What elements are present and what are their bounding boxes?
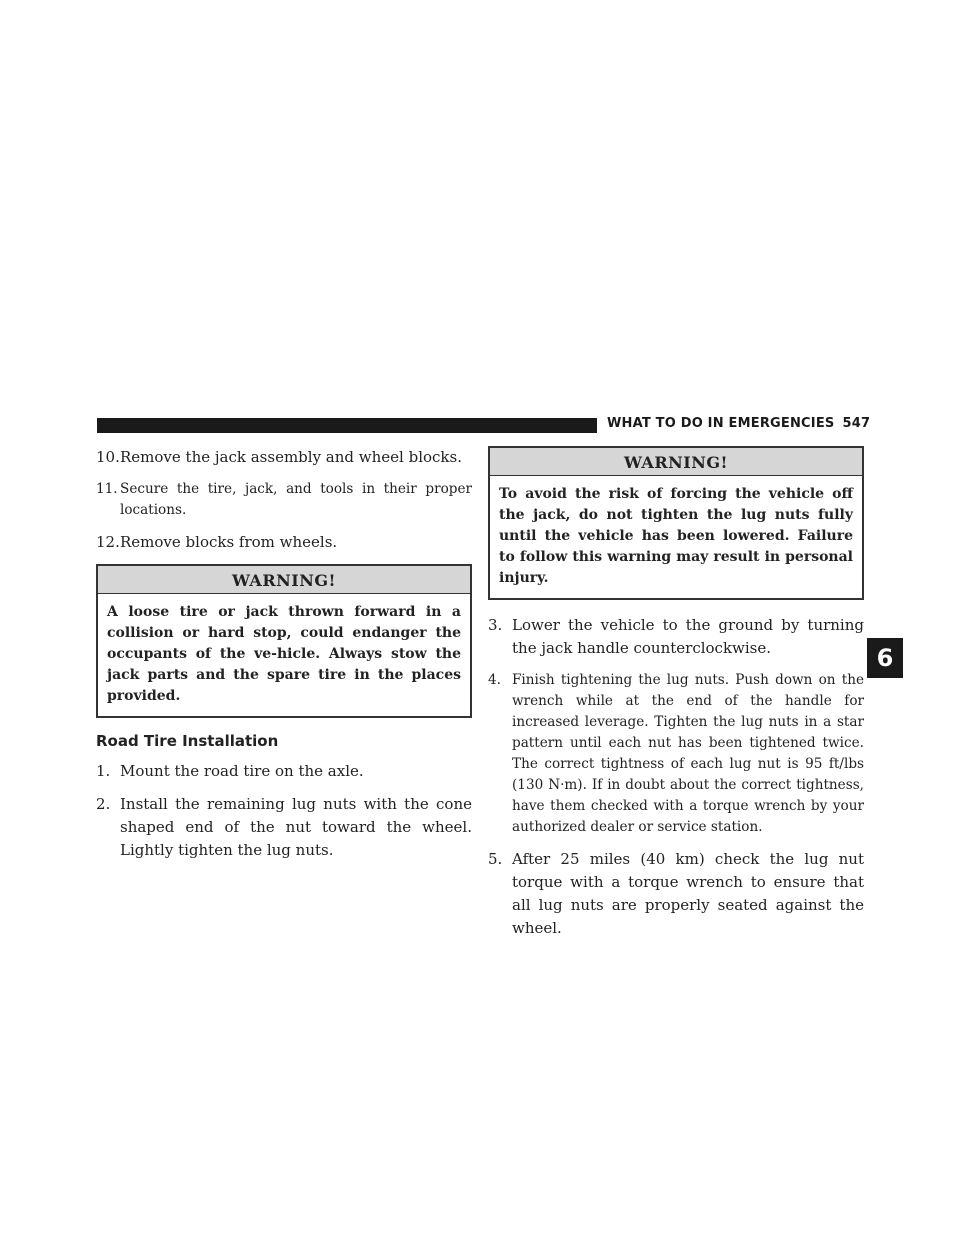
running-header — [607, 416, 871, 436]
page-number: 547 — [842, 416, 871, 431]
list-item — [96, 446, 472, 469]
item-text: Finish tightening the lug nuts. Push down on the wrench while at the end of the handle for increased leverage. Tighten the lug nuts in a star pattern until each nut has been tightened twice. The correct tightness of each lug nut is 95 ft/lbs (130 N·m). If in doubt about the correct tightness, have them checked with a torque wrench by your authorized dealer or service station. — [512, 672, 864, 835]
warning-body: A loose tire or jack thrown forward in a collision or hard stop, could endanger the occupants of the ve-hicle. Always stow the jack parts and the spare tire in the places provided. — [107, 604, 461, 704]
item-number: 4. — [488, 672, 501, 688]
item-text: Install the remaining lug nuts with the cone shaped end of the nut toward the wheel. Lightly tighten the lug nuts. — [120, 795, 472, 859]
item-number: 12. — [96, 533, 120, 551]
list-item — [488, 670, 864, 838]
list-item — [488, 614, 864, 660]
item-number: 1. — [96, 762, 111, 780]
warning-title: WARNING! — [98, 566, 470, 594]
item-number: 10. — [96, 448, 120, 466]
warning-box — [96, 564, 472, 718]
item-text: Remove blocks from wheels. — [120, 533, 338, 551]
right-column — [488, 446, 864, 950]
left-column — [96, 446, 472, 872]
chapter-tab: 6 — [867, 638, 903, 678]
list-item — [96, 479, 472, 521]
header-rule — [97, 418, 597, 433]
item-text: After 25 miles (40 km) check the lug nut torque with a torque wrench to ensure that all lug nuts are properly seated against the wheel. — [512, 850, 864, 937]
section-heading: Road Tire Installation — [96, 732, 279, 750]
item-number: 5. — [488, 850, 503, 868]
item-text: Mount the road tire on the axle. — [120, 762, 364, 780]
item-text: Lower the vehicle to the ground by turning the jack handle counterclockwise. — [512, 616, 864, 657]
item-number: 3. — [488, 616, 503, 634]
item-number: 11. — [96, 481, 118, 497]
list-item — [96, 793, 472, 862]
section-title: WHAT TO DO IN EMERGENCIES — [607, 416, 835, 431]
item-text: Secure the tire, jack, and tools in their proper locations. — [120, 481, 472, 518]
warning-box — [488, 446, 864, 600]
list-item — [488, 848, 864, 940]
list-item — [96, 760, 472, 783]
item-number: 2. — [96, 795, 111, 813]
item-text: Remove the jack assembly and wheel blocks. — [120, 448, 462, 466]
warning-body: To avoid the risk of forcing the vehicle off the jack, do not tighten the lug nuts fully until the vehicle has been lowered. Failure to follow this warning may result in personal injury. — [499, 486, 853, 586]
list-item — [96, 531, 472, 554]
warning-title: WARNING! — [490, 448, 862, 476]
